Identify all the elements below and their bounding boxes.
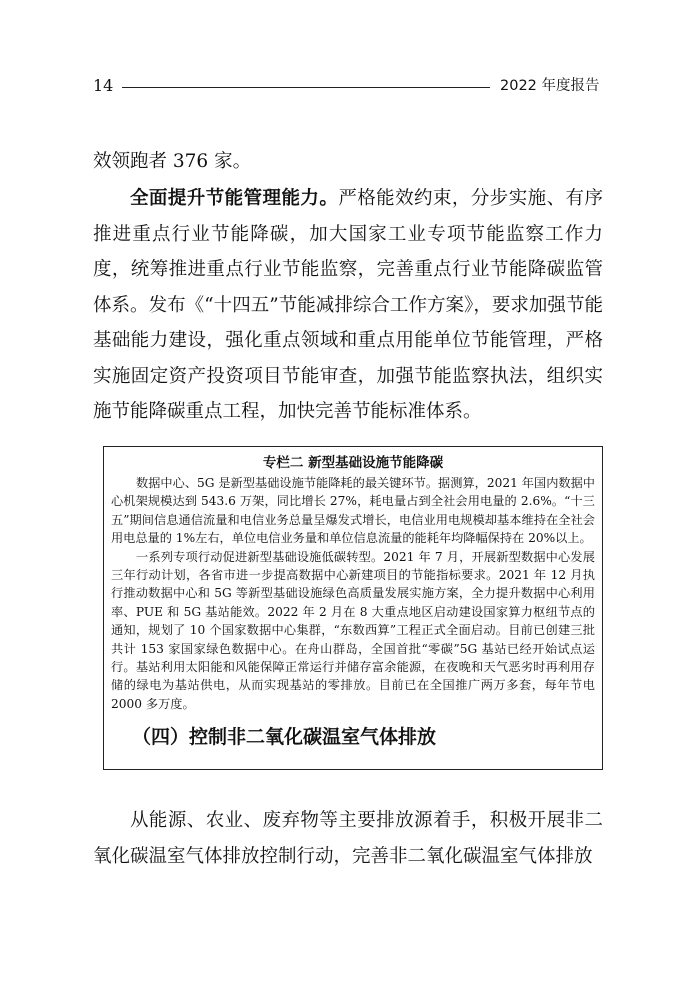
non-co2-paragraph: 从能源、农业、废弃物等主要排放源着手，积极开展非二氧化碳温室气体排放控制行动，完善非二氧化碳温室气体排放: [93, 810, 603, 867]
header-rule: [122, 87, 490, 88]
continued-paragraph: 效领跑者 376 家。: [93, 151, 252, 172]
report-title: 2022 年度报告: [500, 78, 600, 94]
page-number: 14: [93, 76, 114, 95]
section-heading: （四）控制非二氧化碳温室气体排放: [132, 726, 437, 748]
box-paragraph-data-center: 数据中心、5G 是新型基础设施节能降耗的最关键环节。据测算，2021 年国内数据中心机架规模达到 543.6 万架，同比增长 27%，耗电量占到全社会用电量的 2.6%。“十三五”期间信息通信流量和电信业务总量呈爆发式增长，电信业用电规模却基本维持在全社会用电总量的 1%左右，单位电信业务量和单位信息流量的能耗年均降幅保持在 20%以上。: [111, 476, 595, 546]
infrastructure-sidebar-box: [103, 446, 603, 770]
box-title: 专栏二 新型基础设施节能降碳: [262, 455, 444, 471]
energy-management-paragraph: [93, 181, 603, 430]
paragraph-body-text: 严格能效约束，分步实施、有序推进重点行业节能降碳，加大国家工业专项节能监察工作力度，统筹推进重点行业节能监察，完善重点行业节能降碳监管体系。发布《“十四五”节能减排综合工作方案》，要求加强节能基础能力建设，强化重点领域和重点用能单位节能管理，严格实施固定资产投资项目节能审查，加强节能监察执法，组织实施节能降碳重点工程，加快完善节能标准体系。: [93, 188, 603, 422]
paragraph-lead-phrase: 全面提升节能管理能力。: [130, 188, 339, 209]
box-paragraph-actions: 一系列专项行动促进新型基础设施低碳转型。2021 年 7 月，开展新型数据中心发展三年行动计划，各省市进一步提高数据中心新建项目的节能指标要求。2021 年 12 月执行推动数据中心和 5G 等新型基础设施绿色高质量发展实施方案，全力提升数据中心利用率、PUE 和 5G 基站能效。2022 年 2 月在 8 大重点地区启动建设国家算力枢纽节点的通知，规划了 10 个国家数据中心集群，“东数西算”工程正式全面启动。目前已创建三批共计 153 家国家绿色数据中心。在舟山群岛，全国首批“零碳”5G 基站已经开始试点运行。基站利用太阳能和风能保障正常运行并储存富余能源，在夜晚和天气恶劣时再利用存储的绿电为基站供电，从而实现基站的零排放。目前已在全国推广两万多套，每年节电 2000 多万度。: [111, 549, 595, 711]
